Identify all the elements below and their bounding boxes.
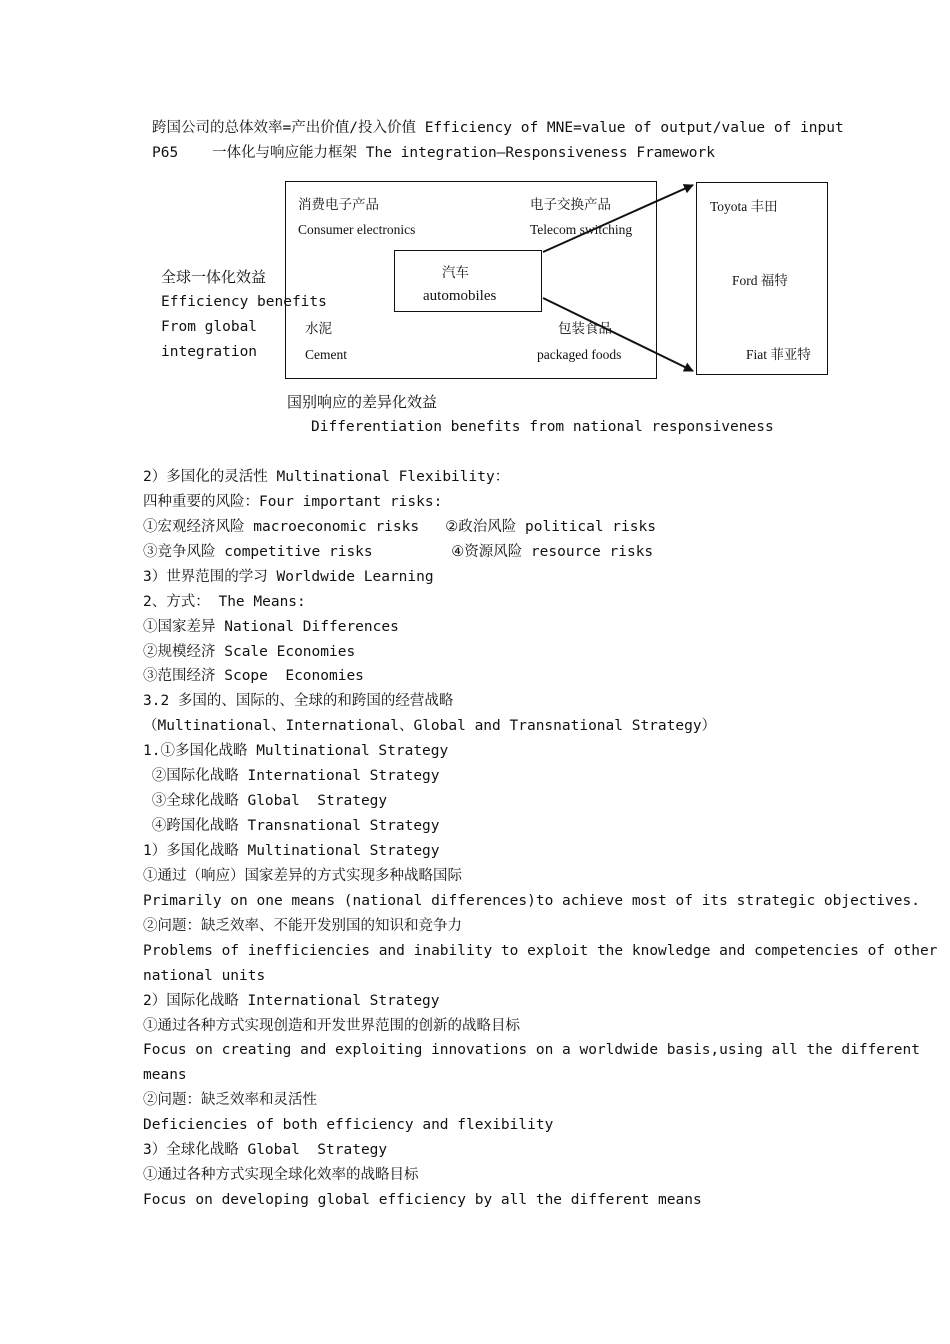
body-line: ①宏观经济风险 macroeconomic risks ②政治风险 political risks [143,518,656,535]
body-line: ②规模经济 Scale Economies [143,643,356,660]
body-line: Focus on creating and exploiting innovations on a worldwide basis,using all the different [143,1042,920,1059]
body-line: ①通过各种方式实现创造和开发世界范围的创新的战略目标 [143,1017,520,1034]
framework-title: 一体化与响应能力框架 The integration—Responsiveness Framework [212,145,715,161]
packaged-foods-en: packaged foods [537,347,622,362]
body-line: 3）全球化战略 Global Strategy [143,1142,388,1159]
automobiles-en: automobiles [423,288,497,304]
body-line: ④跨国化战略 Transnational Strategy [143,818,440,834]
y-axis-label-en-1: Efficiency benefits [161,294,327,310]
packaged-foods-cn: 包装食品 [558,321,612,336]
body-line: 3）世界范围的学习 Worldwide Learning [143,568,434,585]
body-line: 2）国际化战略 International Strategy [143,992,440,1009]
page-reference: P65 [152,145,179,161]
body-line: 1）多国化战略 Multinational Strategy [143,843,440,859]
body-line: ①通过（响应）国家差异的方式实现多种战略国际 [143,867,462,884]
cement-cn: 水泥 [305,321,332,336]
y-axis-label-en-3: integration [161,344,258,360]
body-line: 3.2 多国的、国际的、全球的和跨国的经营战略 [143,693,454,710]
body-line: Focus on developing global efficiency by all the different means [143,1192,702,1208]
body-line: 2、方式： The Means: [143,593,306,610]
body-line: national units [143,967,266,984]
body-line: ③竞争风险 competitive risks ④资源风险 resource risks [143,543,654,560]
body-line: Primarily on one means (national differences)to achieve most of its strategic objectives. [143,892,920,909]
x-axis-label-cn: 国别响应的差异化效益 [287,393,438,411]
automobiles-cn: 汽车 [442,265,469,280]
body-line: ①通过各种方式实现全球化效率的战略目标 [143,1167,419,1183]
x-axis-label-en: Differentiation benefits from national responsiveness [311,419,774,435]
body-line: ③全球化战略 Global Strategy [143,793,388,810]
consumer-electronics-cn: 消费电子产品 [298,197,379,212]
company-fiat: Fiat 菲亚特 [746,347,811,362]
body-line: 1.①多国化战略 Multinational Strategy [143,743,449,760]
body-line: ③范围经济 Scope Economies [143,668,364,685]
body-line: 四种重要的风险：Four important risks: [143,493,443,510]
body-line: （Multinational、International、Global and Transnational Strategy） [143,718,717,735]
cement-en: Cement [305,347,347,362]
company-toyota: Toyota 丰田 [710,199,778,214]
body-line: ②国际化战略 International Strategy [143,768,440,785]
header-line-1: 跨国公司的总体效率=产出价值/投入价值 Efficiency of MNE=value of output/value of input [152,120,844,136]
body-line: ②问题：缺乏效率和灵活性 [143,1092,317,1109]
company-ford: Ford 福特 [732,273,788,288]
consumer-electronics-en: Consumer electronics [298,222,416,237]
telecom-switching-cn: 电子交换产品 [530,197,611,212]
body-line: means [143,1067,187,1084]
y-axis-label-cn: 全球一体化效益 [161,268,267,286]
telecom-switching-en: Telecom switching [530,222,633,237]
body-line: Deficiencies of both efficiency and flexibility [143,1117,554,1134]
body-line: ①国家差异 National Differences [143,618,399,635]
body-line: Problems of inefficiencies and inability to exploit the knowledge and competencies of other [143,942,938,959]
body-line: ②问题：缺乏效率、不能开发别国的知识和竞争力 [143,917,462,934]
y-axis-label-en-2: From global [161,319,258,335]
body-line: 2）多国化的灵活性 Multinational Flexibility： [143,469,510,485]
